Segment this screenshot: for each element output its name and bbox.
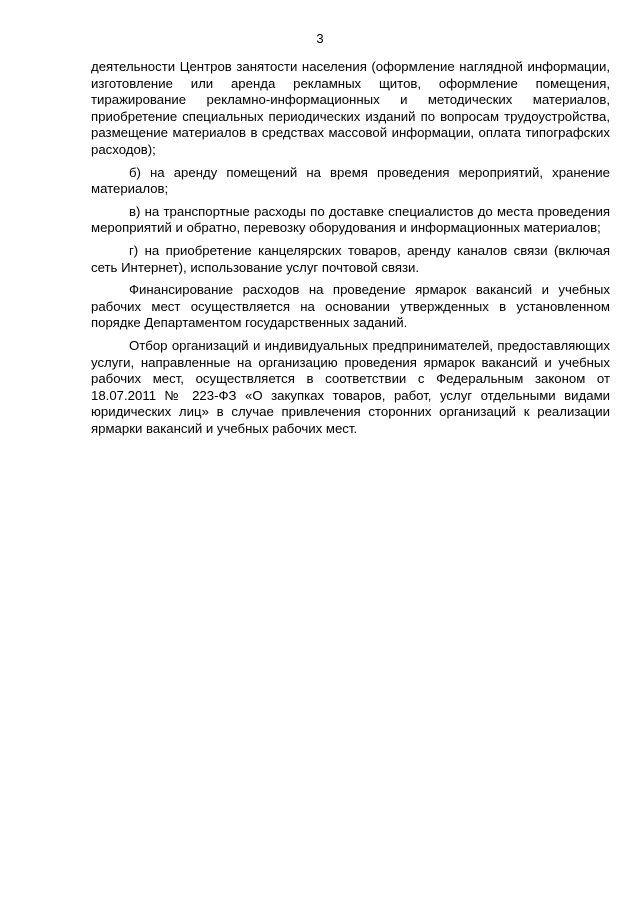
paragraph-selection: Отбор организаций и индивидуальных предпринимателей, предоставляющих услуги, направленные на организацию проведения ярмарок вакансий и учебных рабочих мест, осуществляется в соответствии с Федеральным законом от 18.07.2011 № 223-ФЗ «О закупках товаров, работ, услуг отдельными видами юридических лиц» в случае привлечения сторонних организаций к реализации ярмарки вакансий и учебных рабочих мест. — [91, 337, 610, 436]
page-number: 3 — [316, 31, 324, 46]
paragraph-item-g: г) на приобретение канцелярских товаров, аренду каналов связи (включая сеть Интернет), использование услуг почтовой связи. — [91, 242, 610, 275]
paragraph-item-b: б) на аренду помещений на время проведения мероприятий, хранение материалов; — [91, 164, 610, 197]
paragraph-continuation: деятельности Центров занятости населения (оформление наглядной информации, изготовление или аренда рекламных щитов, оформление помещения, тиражирование рекламно-информационных и методических материалов, приобретение специальных периодических изданий по вопросам трудоустройства, размещение материалов в средствах массовой информации, оплата типографских расходов); — [91, 59, 610, 157]
paragraph-financing: Финансирование расходов на проведение ярмарок вакансий и учебных рабочих мест осуществляется на основании утвержденных в установленном порядке Департаментом государственных заданий. — [91, 282, 610, 331]
document-body — [91, 59, 610, 443]
paragraph-item-v: в) на транспортные расходы по доставке специалистов до места проведения мероприятий и обратно, перевозку оборудования и информационных материалов; — [91, 203, 610, 236]
